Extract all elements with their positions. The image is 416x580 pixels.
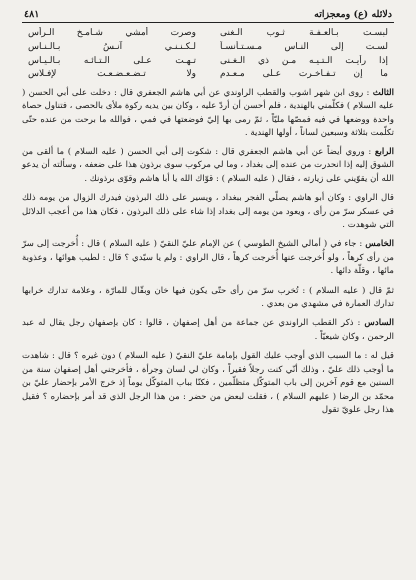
verse-line: تـهـت عـلى الـتـائـه بـالـيـاس bbox=[28, 55, 196, 66]
verse-line: إذا رأيـت الـتـيـه مـن ذي الـغـنى bbox=[220, 55, 388, 66]
verse-line: ولا تـضـعـضـعـت لإفـلاس bbox=[28, 69, 196, 80]
poem-verses bbox=[28, 27, 388, 82]
running-title: دلائله (ع) ومعجزاته bbox=[314, 9, 392, 20]
paragraph-text: قيل له : ما السبب الذي أوجب عليك القول بإمامة عليّ النقيّ ( عليه السلام ) دون غيره ؟ قال : شاهدت ما أوجب ذلك عليّ ، وذلك أنّي كنت رجلاً فقيراً ، وكان لي لسان وجرأة ، فأخرجني أهل إصفهان سنة من السنين مع قوم آخرين إلى باب المتوكّل متظلّمين ، فكنّا بباب المتوكّل يوماً إذ خرج الأمر بإحضار عليّ بن محمّد بن الرضا ( عليهم السلام ) ، فقلت لبعض من حضر : من هذا الرجل الذي قد أمر بإحضاره ؟ فقيل هذا رجل علويّ تقول bbox=[22, 351, 394, 415]
header-rule bbox=[22, 22, 394, 23]
section-label: الخامس bbox=[365, 239, 394, 250]
section-label: السادس bbox=[364, 318, 394, 329]
paragraph-narrator bbox=[22, 192, 394, 232]
paragraph-sixth bbox=[22, 317, 394, 344]
verse-line: لـكـنـنـي آنـسُ بـالـنـاس bbox=[28, 41, 196, 52]
paragraph-fourth bbox=[22, 146, 394, 186]
paragraph-text: : وروي أيضاً عن أبي هاشم الجعفري قال : شكوت إلى أبي الحسن ( عليه السلام ) ما ألقى من الشوق إليه إذا انحدرت من عنده إلى بغداد ، وما لي مركوب سوى برذون هذا على ضعفه ، وسألته أن يدعو الله أن يقوّيني على زيارته ، فقال ( عليه السلام ) : قوّاك الله يا أبا هاشم وقوّى برذونك . bbox=[22, 147, 394, 184]
paragraph-text: : ذكر القطب الراوندي عن جماعة من أهل إصفهان ، قالوا : كان بإصفهان رجل يقال له عبد الرحمن ، وكان شيعيّاً . bbox=[22, 318, 394, 342]
paragraph-then-said bbox=[22, 285, 394, 312]
paragraph-text: ثمّ قال ( عليه السلام ) : تُخرب سرّ من رأى حتّى يكون فيها خان وبقّال للمارّة ، وعلامة تدارك خرابها تدارك العمارة في مشهدي من بعدي . bbox=[22, 285, 394, 310]
paragraph-third bbox=[22, 87, 394, 140]
verse-line: لسـت إلى النـاس مـسـتـأنسـاً bbox=[220, 41, 388, 52]
section-label: الثالث bbox=[372, 88, 394, 99]
verse-line: وصرت أمشي شـامـخ الـرأس bbox=[28, 28, 196, 38]
paragraph-text: : جاء في ( أمالي الشيخ الطوسي ) عن الإمام عليّ النقيّ ( عليه السلام ) قال : أُخرجت إلى سرّ من رأى كرهاً ، ولو أُخرجت عنها أُخرجت كرهاً ، قال الراوي : ولم يا سيّدي ؟ قال : لطيب هوائها ، وعذوبة مائها ، وقلّة دائها . bbox=[22, 239, 394, 277]
page-header bbox=[22, 6, 394, 22]
page-number: ٤٨١ bbox=[24, 9, 40, 20]
section-label: الرابع bbox=[374, 147, 394, 157]
paragraph-question bbox=[22, 350, 394, 417]
paragraph-fifth bbox=[22, 238, 394, 278]
paragraph-text: : روى ابن شهر اشوب والقطب الراوندي عن أبي هاشم الجعفري قال : دخلت على أبي الحسن ( عليه السلام ) فكلّمني بالهندية ، فلم أحسن أن أردّ عليه ، وكان بين يديه ركوة ملأى بالحصى ، فتناول حصاة واحدة ووضعها في فيه فمصّها مليّاً ، ثمّ رمى بها إليّ فوضعتها في فمي ، فوالله ما برحت من عنده حتّى تكلّمت بثلاثة وسبعين لساناً ، أولها الهندية . bbox=[22, 88, 394, 138]
verse-line: لبسـت بـالعـفـة ثـوب الـغنى bbox=[220, 28, 388, 38]
paragraph-text: قال الراوي : وكان أبو هاشم يصلّي الفجر ببغداد ، ويسير على ذلك البرذون فيدرك الزوال من يومه ذلك في عسكر سرّ من رأى ، ويعود من يومه إلى بغداد إذا شاء على ذلك البرذون ، فكان هذا من أعجب الدلائل التي شوهدت . bbox=[22, 193, 394, 231]
verse-line: ما إن تـفـاخـرت عـلى مـعـدم bbox=[220, 69, 388, 80]
